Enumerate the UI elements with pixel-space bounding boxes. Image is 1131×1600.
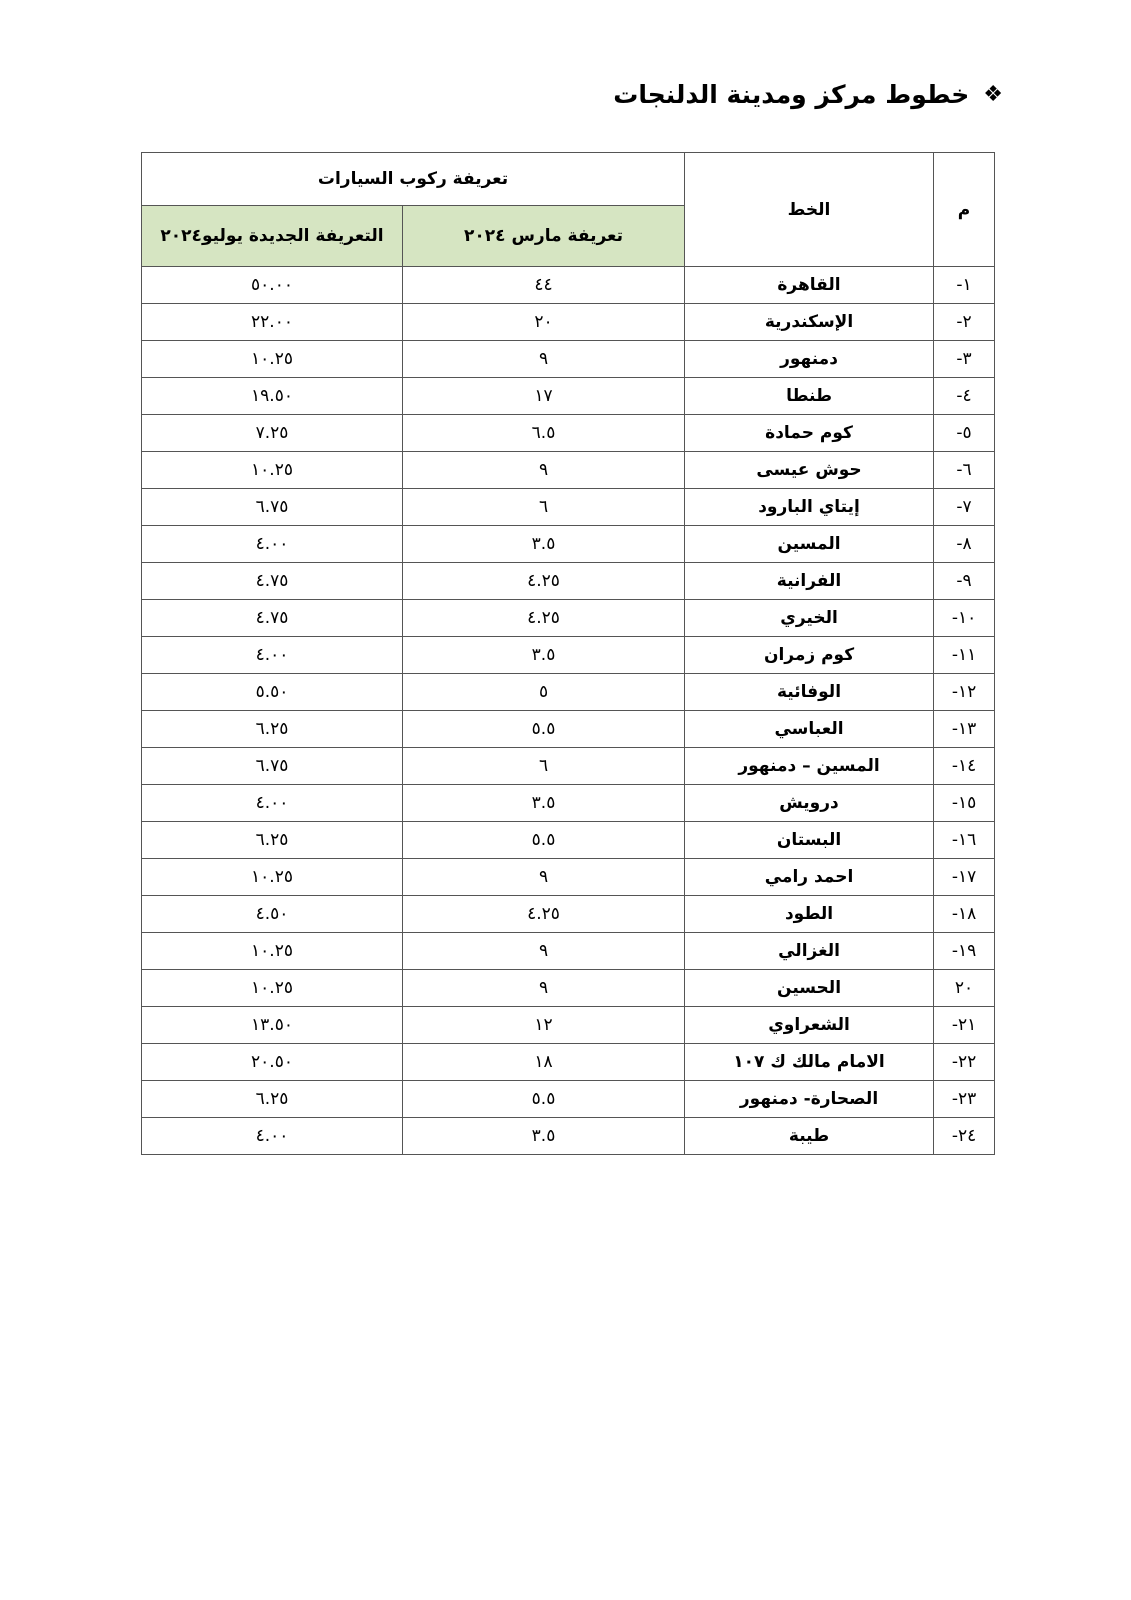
july-fare: ٤.٠٠ — [142, 785, 403, 822]
row-index: ٤- — [934, 378, 995, 415]
route-name: إيتاي البارود — [685, 489, 934, 526]
route-name: دمنهور — [685, 341, 934, 378]
march-fare: ١٧ — [403, 378, 685, 415]
table-row — [142, 563, 995, 600]
july-fare: ٢٠.٥٠ — [142, 1044, 403, 1081]
row-index: ١٠- — [934, 600, 995, 637]
row-index: ٧- — [934, 489, 995, 526]
july-fare: ١٠.٢٥ — [142, 452, 403, 489]
table-row — [142, 1081, 995, 1118]
row-index: ٢٢- — [934, 1044, 995, 1081]
march-fare: ٤.٢٥ — [403, 600, 685, 637]
fare-group-header: تعريفة ركوب السيارات — [142, 153, 685, 206]
july-fare: ٦.٢٥ — [142, 1081, 403, 1118]
table-row — [142, 970, 995, 1007]
table-row — [142, 1118, 995, 1155]
page-title-text: خطوط مركز ومدينة الدلنجات — [613, 80, 970, 109]
table-row — [142, 933, 995, 970]
july-fare: ٢٢.٠٠ — [142, 304, 403, 341]
route-name: الإسكندرية — [685, 304, 934, 341]
route-name: الصحارة- دمنهور — [685, 1081, 934, 1118]
table-row — [142, 822, 995, 859]
row-index: ١٩- — [934, 933, 995, 970]
march-fare: ٩ — [403, 933, 685, 970]
route-name: الوفائية — [685, 674, 934, 711]
march-fare: ٩ — [403, 970, 685, 1007]
table-row — [142, 896, 995, 933]
july-fare: ٤.٠٠ — [142, 637, 403, 674]
table-row — [142, 267, 995, 304]
march-fare: ٣.٥ — [403, 785, 685, 822]
col-index-header: م — [934, 153, 995, 267]
march-fare: ١٢ — [403, 1007, 685, 1044]
route-name: الحسين — [685, 970, 934, 1007]
march-fare: ٣.٥ — [403, 1118, 685, 1155]
row-index: ٢٤- — [934, 1118, 995, 1155]
row-index: ٢١- — [934, 1007, 995, 1044]
row-index: ٥- — [934, 415, 995, 452]
march-fare: ٦ — [403, 748, 685, 785]
fares-table — [141, 152, 995, 1155]
july-fare: ٤.٥٠ — [142, 896, 403, 933]
july-fare: ١٠.٢٥ — [142, 933, 403, 970]
table-row — [142, 341, 995, 378]
route-name: المسين — [685, 526, 934, 563]
table-row — [142, 637, 995, 674]
row-index: ٦- — [934, 452, 995, 489]
row-index: ٢- — [934, 304, 995, 341]
route-name: حوش عيسى — [685, 452, 934, 489]
july-fare: ١٠.٢٥ — [142, 859, 403, 896]
row-index: ١- — [934, 267, 995, 304]
row-index: ٢٣- — [934, 1081, 995, 1118]
july-fare: ١٣.٥٠ — [142, 1007, 403, 1044]
july-fare: ٤.٧٥ — [142, 600, 403, 637]
july-fare: ٦.٢٥ — [142, 711, 403, 748]
table-row — [142, 378, 995, 415]
march-fare: ٤٤ — [403, 267, 685, 304]
march-fare: ٤.٢٥ — [403, 896, 685, 933]
march-fare: ٥.٥ — [403, 822, 685, 859]
table-row — [142, 489, 995, 526]
row-index: ١٥- — [934, 785, 995, 822]
row-index: ١٧- — [934, 859, 995, 896]
july-fare: ١٩.٥٠ — [142, 378, 403, 415]
table-row — [142, 600, 995, 637]
march-fare: ٣.٥ — [403, 526, 685, 563]
route-name: العباسي — [685, 711, 934, 748]
row-index: ١٣- — [934, 711, 995, 748]
row-index: ٢٠ — [934, 970, 995, 1007]
route-name: البستان — [685, 822, 934, 859]
col-july-header: التعريفة الجديدة يوليو٢٠٢٤ — [142, 206, 403, 267]
row-index: ٣- — [934, 341, 995, 378]
row-index: ١٤- — [934, 748, 995, 785]
row-index: ١٢- — [934, 674, 995, 711]
table-row — [142, 304, 995, 341]
july-fare: ٦.٧٥ — [142, 748, 403, 785]
july-fare: ٤.٧٥ — [142, 563, 403, 600]
july-fare: ٦.٧٥ — [142, 489, 403, 526]
page-title — [613, 80, 1003, 109]
route-name: الطود — [685, 896, 934, 933]
route-name: الامام مالك ك ١٠٧ — [685, 1044, 934, 1081]
march-fare: ١٨ — [403, 1044, 685, 1081]
march-fare: ٥ — [403, 674, 685, 711]
col-route-header: الخط — [685, 153, 934, 267]
table-row — [142, 785, 995, 822]
july-fare: ١٠.٢٥ — [142, 970, 403, 1007]
march-fare: ٦.٥ — [403, 415, 685, 452]
march-fare: ٥.٥ — [403, 1081, 685, 1118]
row-index: ١٦- — [934, 822, 995, 859]
table-header-row — [142, 153, 995, 206]
march-fare: ٩ — [403, 341, 685, 378]
july-fare: ٤.٠٠ — [142, 526, 403, 563]
july-fare: ١٠.٢٥ — [142, 341, 403, 378]
march-fare: ٦ — [403, 489, 685, 526]
july-fare: ٧.٢٥ — [142, 415, 403, 452]
march-fare: ٩ — [403, 452, 685, 489]
march-fare: ٢٠ — [403, 304, 685, 341]
july-fare: ٥٠.٠٠ — [142, 267, 403, 304]
route-name: القاهرة — [685, 267, 934, 304]
table-row — [142, 1007, 995, 1044]
route-name: احمد رامي — [685, 859, 934, 896]
route-name: الغزالي — [685, 933, 934, 970]
row-index: ٩- — [934, 563, 995, 600]
row-index: ٨- — [934, 526, 995, 563]
july-fare: ٥.٥٠ — [142, 674, 403, 711]
table-row — [142, 415, 995, 452]
route-name: كوم زمران — [685, 637, 934, 674]
table-row — [142, 674, 995, 711]
route-name: المسين – دمنهور — [685, 748, 934, 785]
table-row — [142, 1044, 995, 1081]
route-name: طيبة — [685, 1118, 934, 1155]
route-name: الخيري — [685, 600, 934, 637]
march-fare: ٥.٥ — [403, 711, 685, 748]
march-fare: ٤.٢٥ — [403, 563, 685, 600]
route-name: الشعراوي — [685, 1007, 934, 1044]
july-fare: ٤.٠٠ — [142, 1118, 403, 1155]
route-name: درويش — [685, 785, 934, 822]
table-row — [142, 711, 995, 748]
row-index: ١١- — [934, 637, 995, 674]
row-index: ١٨- — [934, 896, 995, 933]
july-fare: ٦.٢٥ — [142, 822, 403, 859]
table-row — [142, 452, 995, 489]
table-row — [142, 859, 995, 896]
march-fare: ٣.٥ — [403, 637, 685, 674]
table-row — [142, 526, 995, 563]
diamond-bullet-icon: ❖ — [983, 81, 1003, 107]
table-row — [142, 748, 995, 785]
route-name: كوم حمادة — [685, 415, 934, 452]
route-name: الفرانية — [685, 563, 934, 600]
col-march-header: تعريفة مارس ٢٠٢٤ — [403, 206, 685, 267]
march-fare: ٩ — [403, 859, 685, 896]
route-name: طنطا — [685, 378, 934, 415]
